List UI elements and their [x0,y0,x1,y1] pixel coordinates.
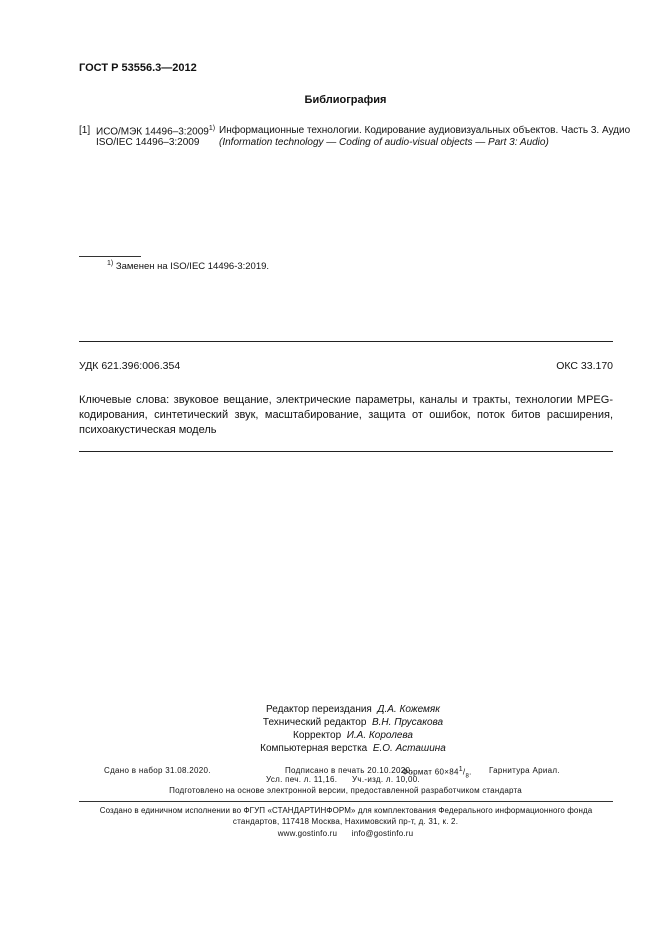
reference-standard-ru-text: ИСО/МЭК 14496–3:2009 [96,126,209,138]
reference-number: [1] [79,125,91,136]
footnote-text: Заменен на ISO/IEC 14496-3:2019. [113,261,270,273]
reference-standard-en: ISO/IEC 14496–3:2009 [96,137,200,148]
reference-title-en: (Information technology — Coding of audio-visual objects — Part 3: Audio) [219,137,549,148]
tech-editor-name: В.Н. Прусакова [371,717,444,728]
format-prefix: Формат 60×84 [402,767,459,777]
reference-standard-ru [96,125,215,137]
signed-date: Подписано в печать 20.10.2020. [285,766,413,775]
staff-corrector [0,730,661,741]
reference-title-ru: Информационные технологии. Кодирование аудиовизуальных объектов. Часть 3. Аудио [219,125,631,136]
keywords-line-1: Ключевые слова: звуковое вещание, электрические параметры, каналы и тракты, технологии MPEG- [79,394,613,406]
printed-sheets: Усл. печ. л. 11,16. [266,775,338,784]
imprint-line-1: Создано в единичном исполнении во ФГУП «СТАНДАРТИНФОРМ» для комплектования Федерального информационного фонда [99,806,593,815]
publisher-sheets: Уч.-изд. л. 10,00. [352,775,420,784]
footnote-divider [79,256,141,257]
footnote-mark: 1) [208,125,216,132]
imprint-contacts [0,829,661,838]
divider-bottom [79,451,613,452]
footnote [107,260,269,272]
prepared-note: Подготовлено на основе электронной версии, предоставленной разработчиком стандарта [169,786,522,795]
website-link[interactable]: www.gostinfo.ru [277,829,338,838]
submitted-date: Сдано в набор 31.08.2020. [104,766,211,775]
layout-name: Е.О. Асташина [372,743,446,754]
corrector-name: И.А. Королева [346,730,413,741]
imprint-line-2: стандартов, 117418 Москва, Нахимовский пр-т, д. 31, к. 2. [232,817,459,826]
format-numerator: 1 [458,766,463,773]
editor-name: Д.А. Кожемяк [377,704,440,715]
email-link[interactable]: info@gostinfo.ru [351,829,414,838]
divider-top [79,341,613,342]
staff-layout [0,743,661,754]
footnote-number: 1) [107,260,114,267]
staff-editor [0,704,661,715]
bibliography-title: Библиография [304,94,387,106]
layout-label: Компьютерная верстка [260,743,368,754]
keywords-block [79,393,613,438]
format-denominator: 8 [465,773,470,780]
typeface: Гарнитура Ариал. [489,766,560,775]
tech-editor-label: Технический редактор [262,717,367,728]
print-format: Формат $60\times 84^1/_8$. [402,766,472,780]
divider-imprint [79,801,613,802]
document-code: ГОСТ Р 53556.3—2012 [79,62,197,74]
editor-label: Редактор переиздания [266,704,372,715]
udc-code: УДК 621.396:006.354 [79,360,181,372]
keywords-line-2: кодирования, синтетический звук, масштабирование, защита от ошибок, поток битов расширения, [79,409,613,421]
corrector-label: Корректор [293,730,342,741]
oks-code: ОКС 33.170 [556,360,613,372]
keywords-line-3: психоакустическая модель [79,424,217,436]
staff-tech-editor [0,717,661,728]
